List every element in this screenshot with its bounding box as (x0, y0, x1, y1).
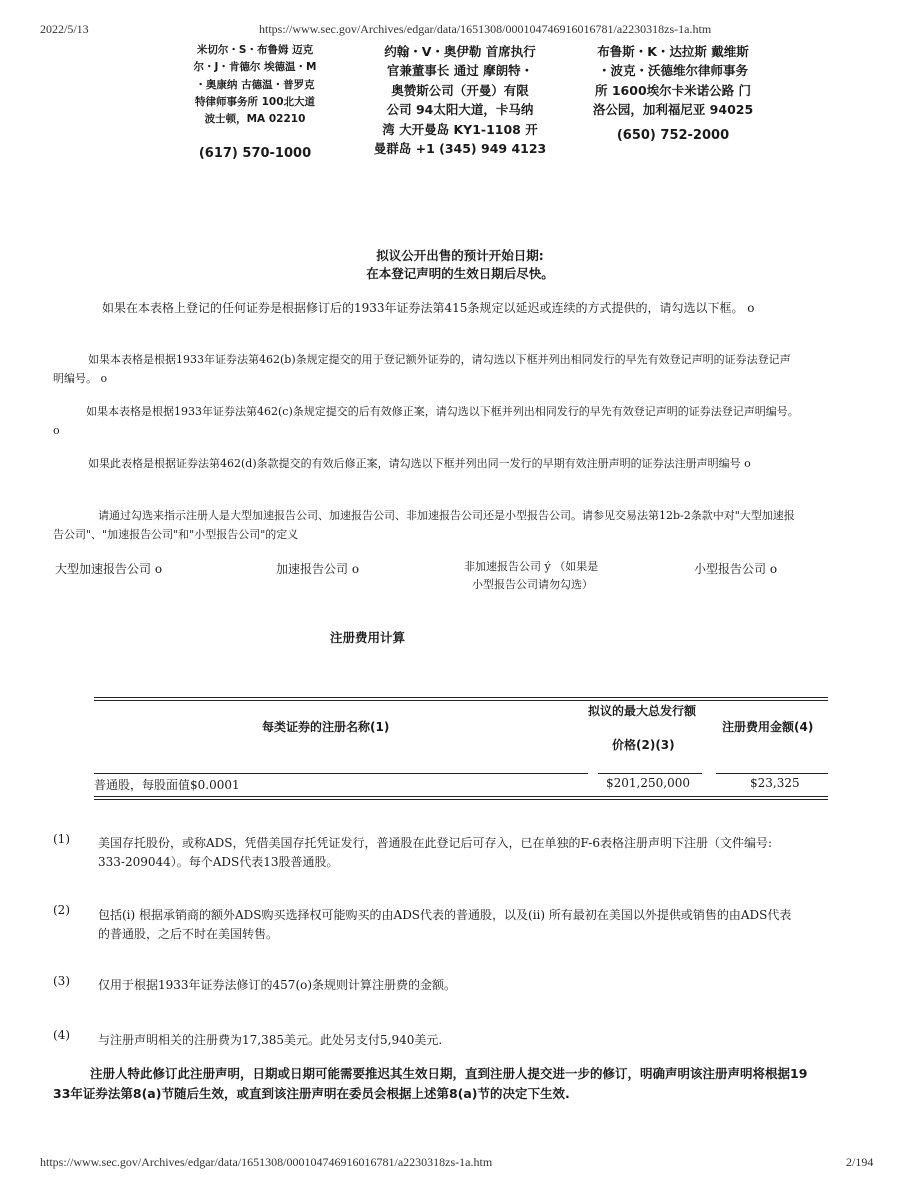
rule462b-text-2: 明编号。 o (53, 372, 108, 385)
delaying-amendment-1: 注册人特此修订此注册声明，日期或日期可能需要推迟其生效日期，直到注册人提交进一步的修订，明确声明该注册声明将根据19 (90, 1066, 808, 1081)
address-line: 公司 94太阳大道，卡马纳 (386, 102, 534, 118)
address-line: 湾 大开曼岛 KY1-1108 开 (382, 121, 538, 137)
table-top-rule (94, 700, 828, 701)
filer-status-text-2: 告公司"、"加速报告公司"和"小型报告公司"的定义 (53, 528, 299, 541)
commencement-line: 拟议公开出售的预计开始日期: (376, 248, 544, 263)
footnote-text: 333-209044）。每个ADS代表13股普通股。 (98, 855, 339, 869)
address-line: 官兼董事长 通过 摩朗特・ (386, 63, 534, 79)
address-line: ・波克・沃德维尔律师事务 (597, 63, 748, 79)
col-header-title: 每类证券的注册名称(1) (262, 720, 390, 734)
address-line: 布鲁斯・K・达拉斯 戴维斯 (597, 44, 749, 59)
col-header-max-2: 价格(2)(3) (612, 738, 675, 752)
page-url[interactable]: https://www.sec.gov/Archives/edgar/data/1651308/000104746916016781/a2230318zs-1a.htm (259, 22, 712, 36)
footnote-number: (2) (53, 903, 70, 917)
non-accelerated-label-2: 小型报告公司请勿勾选） (472, 577, 593, 591)
footnote-number: (1) (53, 832, 70, 846)
footnote-number: (4) (53, 1028, 70, 1042)
col-header-fee: 注册费用金额(4) (722, 720, 814, 734)
address-line: 波士顿，MA 02210 (204, 113, 306, 126)
rule415-checkbox-text: 如果在本表格上登记的任何证券是根据修订后的1933年证券法第415条规定以延迟或连续的方式提供的，请勾选以下框。 o (102, 301, 755, 315)
commencement-line: 在本登记声明的生效日期后尽快。 (366, 266, 554, 282)
row-fee-amount: $23,325 (750, 776, 800, 790)
address-line: 奥赞斯公司（开曼）有限 (391, 82, 529, 98)
footnote-text: 仅用于根据1933年证券法修订的457(o)条规则计算注册费的金额。 (98, 978, 457, 992)
row-security-name: 普通股，每股面值$0.0001 (94, 778, 240, 792)
non-accelerated-filer-checkbox[interactable] (464, 558, 598, 593)
footnote-text: 的普通股，之后不时在美国转售。 (98, 927, 279, 941)
header-rule (598, 773, 702, 774)
non-accelerated-label-1: 非加速报告公司 ý （如果是 (464, 560, 599, 573)
footnote-text: 包括(i) 根据承销商的额外ADS购买选择权可能购买的由ADS代表的普通股，以及(ii) 所有最初在美国以外提供或销售的由ADS代表 (98, 908, 792, 922)
address-middle (368, 42, 552, 158)
table-bottom-rule (94, 799, 828, 800)
address-line: ・奥康纳 古德温・普罗克 (195, 78, 315, 91)
footnote-number: (3) (53, 974, 70, 988)
address-line: 米切尔・S・布鲁姆 迈克 (196, 44, 314, 56)
filer-status-text-1: 请通过勾选来指示注册人是大型加速报告公司、加速报告公司、非加速报告公司还是小型报告公司。请参见交易法第12b-2条款中对"大型加速报 (98, 509, 795, 522)
address-left (170, 42, 340, 129)
fee-table-title: 注册费用计算 (330, 630, 406, 645)
large-accelerated-filer-checkbox[interactable]: 大型加速报告公司 o (55, 562, 163, 576)
delaying-amendment-2: 33年证券法第8(a)节随后生效，或直到该注册声明在委员会根据上述第8(a)节的决定下生效. (53, 1086, 570, 1101)
address-line: 约翰・V・奥伊勒 首席执行 (384, 44, 536, 59)
accelerated-filer-checkbox[interactable]: 加速报告公司 o (276, 562, 360, 576)
rule462d-text: 如果此表格是根据证券法第462(d)条款提交的有效后修正案，请勾选以下框并列出同一发行的早期有效注册声明的证券法注册声明编号 o (88, 457, 751, 470)
smaller-reporting-company-checkbox[interactable]: 小型报告公司 o (694, 562, 778, 576)
address-line: 特律师事务所 100北大道 (194, 95, 316, 108)
table-bottom-rule (94, 796, 828, 797)
footer-url[interactable]: https://www.sec.gov/Archives/edgar/data/1651308/000104746916016781/a2230318zs-1a.htm (40, 1155, 493, 1169)
address-right (580, 42, 766, 120)
address-line: 尔・J・肯德尔 埃德温・M (193, 61, 317, 74)
header-rule (94, 773, 588, 774)
rule462b-text-1: 如果本表格是根据1933年证券法第462(b)条规定提交的用于登记额外证券的，请勾选以下框并列出相同发行的早先有效登记声明的证券法登记声 (88, 353, 791, 366)
footnote-text: 与注册声明相关的注册费为17,385美元。此处另支付5,940美元. (98, 1033, 443, 1047)
page-number: 2/194 (846, 1155, 874, 1169)
address-left-phone: (617) 570-1000 (198, 146, 312, 161)
rule462c-text-2: o (53, 424, 60, 437)
address-line: 洛公园，加利福尼亚 94025 (592, 102, 754, 118)
row-max-offering: $201,250,000 (606, 776, 690, 790)
commencement-heading (300, 247, 620, 283)
address-line: 曼群岛 +1 (345) 949 4123 (373, 140, 547, 156)
table-top-rule (94, 697, 828, 698)
address-right-phone: (650) 752-2000 (616, 128, 730, 143)
footnote-text: 美国存托股份，或称ADS，凭借美国存托凭证发行，普通股在此登记后可存入，已在单独的F-6表格注册声明下注册（文件编号: (98, 836, 773, 850)
print-date: 2022/5/13 (40, 22, 89, 36)
header-rule (716, 773, 828, 774)
address-line: 所 1600埃尔卡米诺公路 门 (595, 82, 751, 98)
rule462c-text-1: 如果本表格是根据1933年证券法第462(c)条规定提交的后有效修正案，请勾选以下框并列出相同发行的早先有效登记声明的证券法登记声明编号。 (86, 405, 799, 418)
col-header-max-1: 拟议的最大总发行额 (588, 704, 697, 718)
